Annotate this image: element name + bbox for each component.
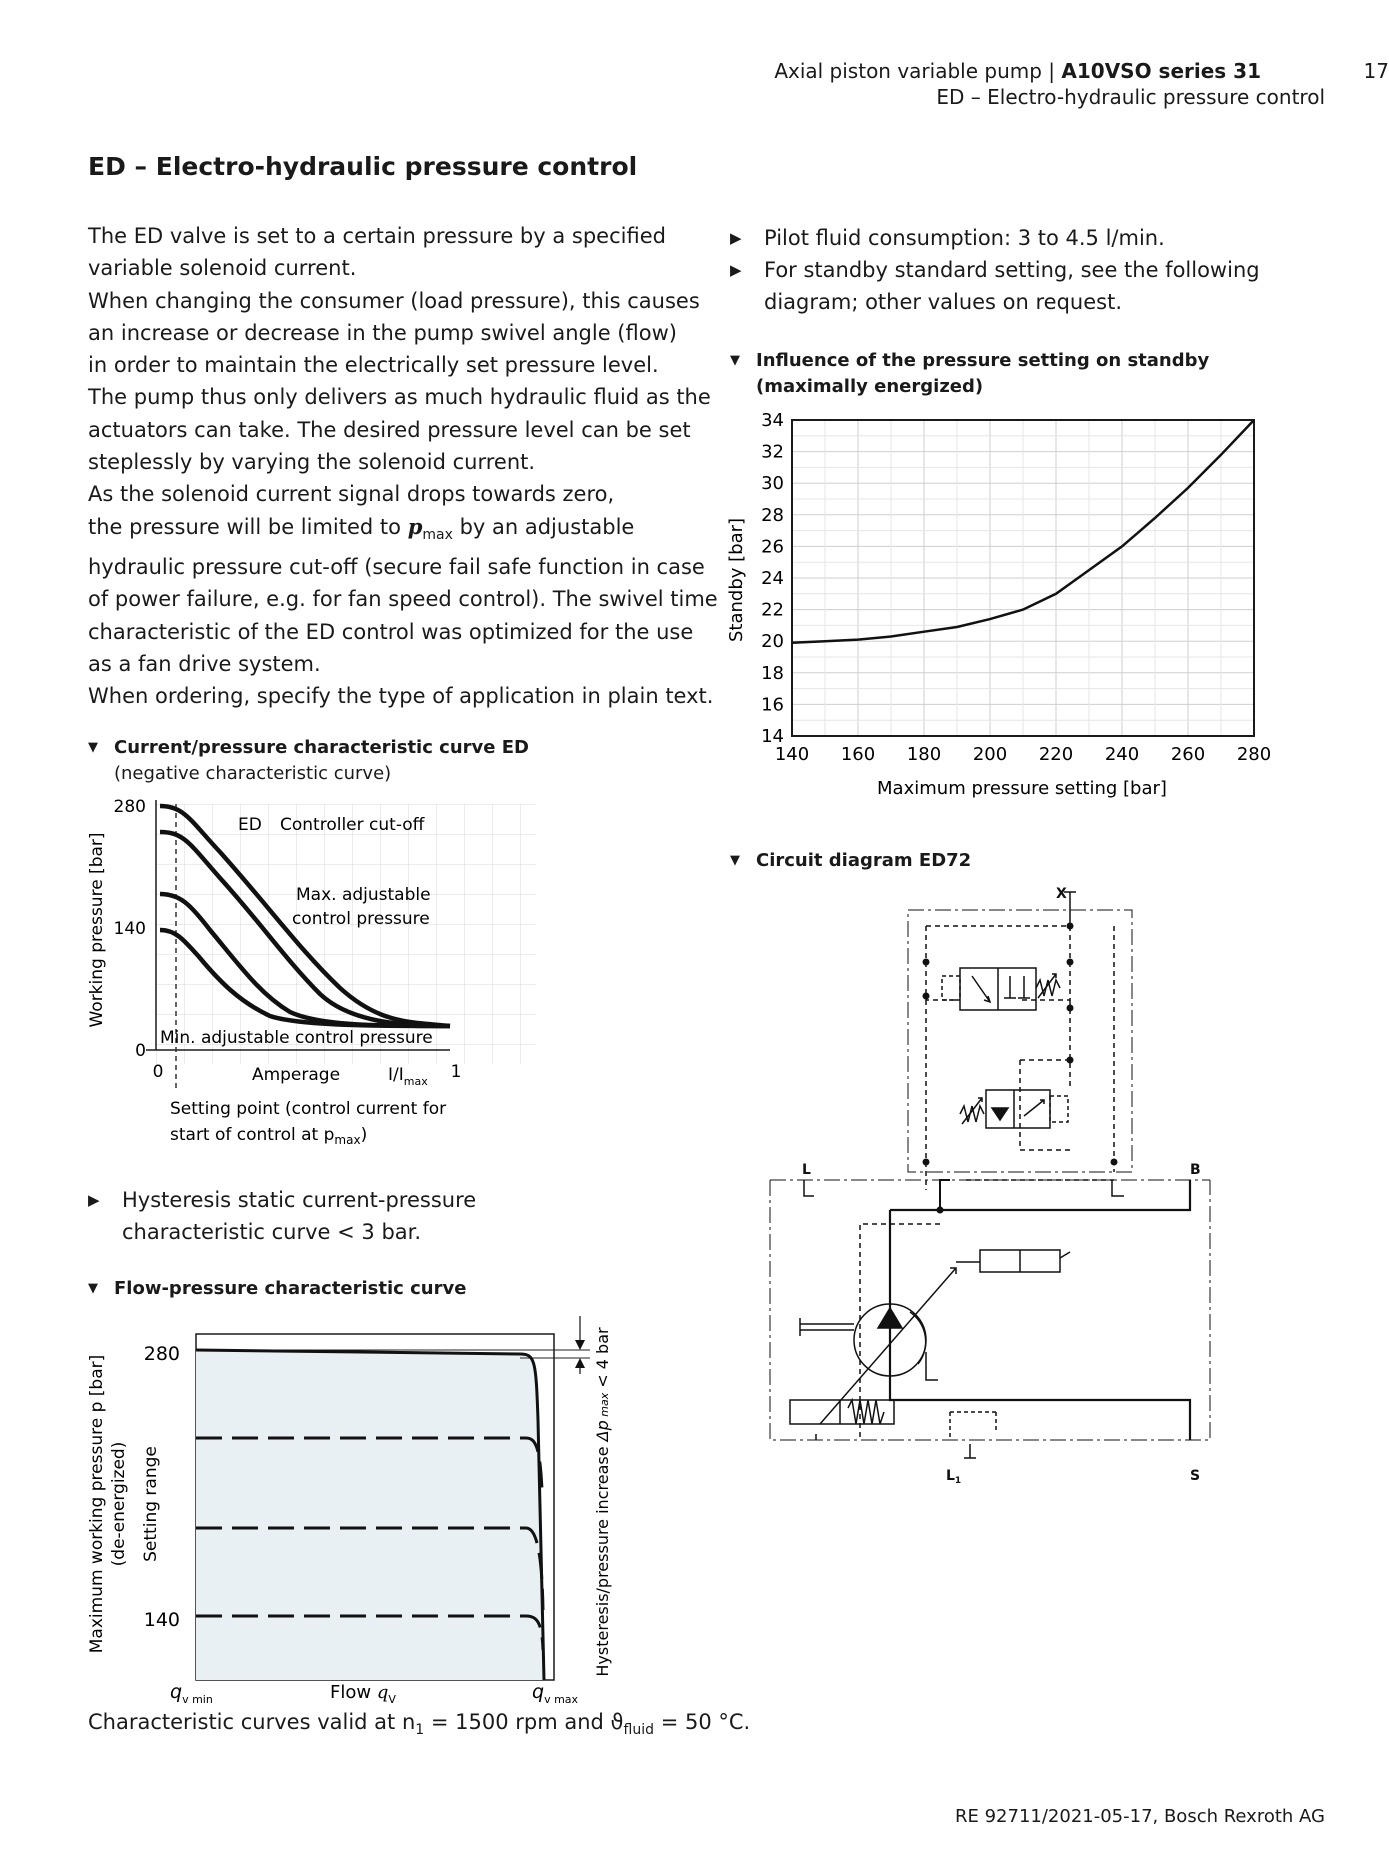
x-min-label: $q_{v min}$ [170,1681,213,1706]
x-tick-label: 200 [972,744,1008,765]
y-tick-label: 20 [761,631,784,653]
body-line: actuators can take. The desired pressure level can be set [88,417,691,442]
y-axis-label: Working pressure [bar] [87,832,107,1028]
body-line: steplessly by varying the solenoid current. [88,450,536,475]
x-axis-label: Maximum pressure setting [bar] [877,778,1167,799]
standby-chart [720,400,1272,810]
bullet-item: ▶ Pilot fluid consumption: 3 to 4.5 l/min. [730,222,1350,254]
current-chart-title: ▼ Current/pressure characteristic curve ED [88,735,529,761]
standby-chart-subtitle: (maximally energized) [756,376,984,397]
flow-pressure-chart [80,1310,640,1710]
arrow-up-head [575,1358,585,1368]
y-tick-label: 16 [761,694,784,716]
x-tick-labels [775,744,1271,765]
body-line: the pressure will be limited to $p_{max}$ by an adjustable [88,513,635,543]
x-tick-label: 260 [1170,744,1206,765]
body-line: characteristic of the ED control was optimized for the use [88,619,694,644]
y-axis-label-2: (de-energized) [109,1441,129,1567]
circuit-caption: ▼ Circuit diagram ED72 [730,848,971,874]
body-line: As the solenoid current signal drops towards zero, [88,482,615,507]
circuit-diagram-ed72 [760,880,1220,1500]
body-line: The pump thus only delivers as much hydraulic fluid as the [88,385,711,410]
running-header [725,58,1389,110]
port-l1-label: $L_1$ [946,1468,962,1486]
right-bullets [730,222,1350,318]
chart-grid [792,420,1254,736]
y-tick-label: 26 [761,536,784,558]
y-tick-140: 140 [143,1609,180,1631]
x-tick-label: 280 [1236,744,1272,765]
y-tick-label: 24 [761,568,784,589]
y-tick-label: 22 [761,599,784,621]
circuit-lines [770,892,1210,1458]
page-number: 17 [1363,59,1389,83]
y-tick-label: 30 [761,473,784,495]
x-tick-label: 240 [1104,744,1140,765]
body-line: of power failure, e.g. for fan speed control). The swivel time [88,587,718,612]
setting-range-label: Setting range [141,1446,161,1562]
y-tick-label: 18 [761,662,784,684]
body-text [88,220,728,713]
max-label-1: Max. adjustable [296,885,431,905]
setting-range-fill [196,1350,544,1680]
x-axis-label: Amperage [251,1065,341,1085]
y-tick-label: 28 [761,504,784,526]
y-axis-label-1: Maximum working pressure p [bar] [87,1354,107,1654]
y-tick-0: 0 [135,1041,146,1061]
footer: RE 92711/2021-05-17, Bosch Rexroth AG [954,1806,1325,1827]
body-line: in order to maintain the electrically set pressure level. [88,353,659,378]
flow-chart-caption: ▼ Flow-pressure characteristic curve [88,1276,466,1302]
setpoint-label-1: Setting point (control current for [170,1099,447,1119]
x-tick-1: 1 [450,1062,462,1082]
ed-label: ED [238,815,262,835]
y-tick-labels [761,410,784,747]
max-label-2: control pressure [292,909,430,929]
x-max-label: $q_{v max}$ [532,1681,579,1706]
body-line: The ED valve is set to a certain pressure by a specified [88,224,666,248]
y-tick-label: 14 [761,726,784,747]
section-title: ED – Electro-hydraulic pressure control [88,152,638,181]
body-line: as a fan drive system. [88,652,321,677]
port-b-label: B [1190,1162,1201,1178]
y-tick-280: 280 [113,797,146,817]
x-tick-label: 220 [1038,744,1074,765]
port-s-label: S [1190,1468,1201,1484]
current-chart-subtitle: (negative characteristic curve) [114,763,392,784]
circuit-junctions [923,923,1118,1214]
hysteresis-label: Hysteresis/pressure increase Δp max < 4 bar [593,1327,612,1677]
setpoint-label-2: start of control at $p_{max}$) [170,1125,368,1147]
x-tick-label: 180 [906,744,942,765]
header-line-1: Axial piston variable pump | A10VSO series 31 17 [774,59,1389,83]
y-tick-label: 32 [761,441,784,463]
header-line-2: ED – Electro-hydraulic pressure control [936,85,1325,109]
y-tick-140: 140 [113,919,146,939]
y-tick-label: 34 [761,410,784,431]
standby-chart-caption [730,348,1209,400]
validity-note: Characteristic curves valid at $n_1 = 1500$ rpm and $ϑ_{fluid} = 50$ °C. [88,1710,751,1739]
x-tick-label: 160 [840,744,876,765]
bullet-item: ▶ For standby standard setting, see the following diagram; other values on request. [730,254,1350,318]
standby-chart-title: ▼ Influence of the pressure setting on standby [730,348,1209,374]
current-pressure-chart [80,790,480,1160]
current-chart-caption [88,735,529,787]
min-label: Min. adjustable control pressure [160,1028,433,1048]
y-axis-label: Standby [bar] [726,517,747,643]
body-line: an increase or decrease in the pump swivel angle (flow) [88,320,677,345]
port-l-label: L [802,1162,811,1178]
port-x-label: X [1056,886,1067,902]
body-line: variable solenoid current. [88,256,357,281]
cutoff-label: Controller cut-off [280,815,425,835]
hysteresis-bullet: ▶ Hysteresis static current-pressure characteristic curve < 3 bar. [88,1184,476,1248]
x-unit-label: $I/I_{max}$ [388,1065,428,1088]
body-line: When ordering, specify the type of application in plain text. [88,684,714,709]
y-tick-280: 280 [143,1343,180,1365]
x-tick-label: 140 [774,744,810,765]
body-line: When changing the consumer (load pressure), this causes [88,288,700,313]
x-tick-0: 0 [152,1062,164,1082]
arrow-down-head [575,1340,585,1350]
x-axis-label: Flow $q_V$ [330,1682,396,1706]
body-line: hydraulic pressure cut-off (secure fail safe function in case [88,555,705,580]
